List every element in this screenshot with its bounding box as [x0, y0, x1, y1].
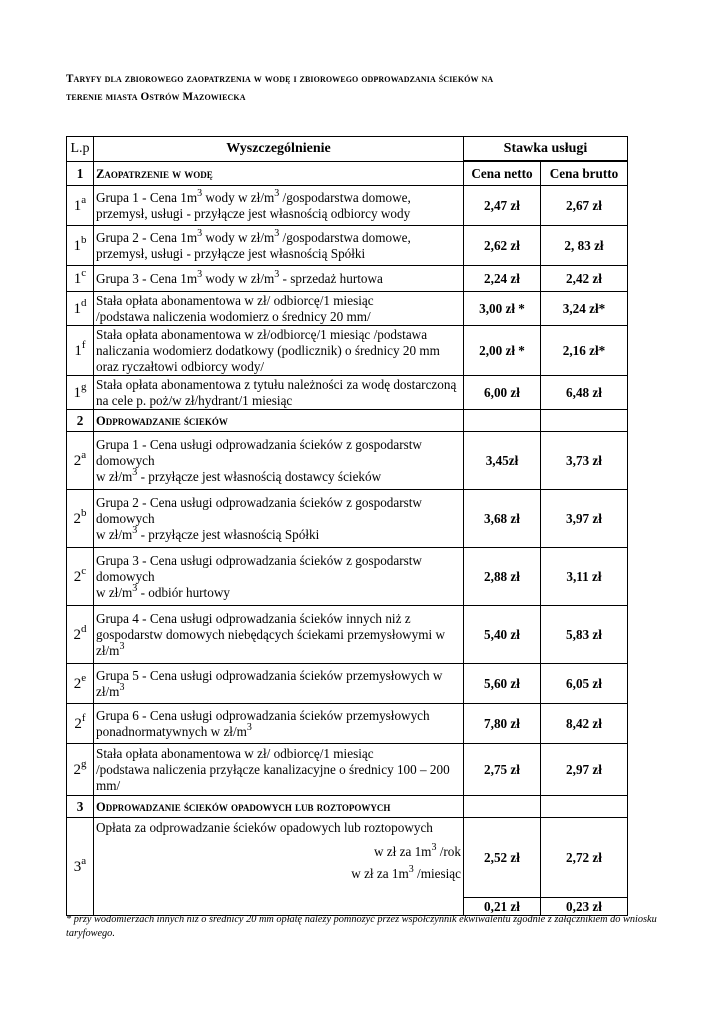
row-description: Grupa 1 - Cena usługi odprowadzania ścieków z gospodarstw domowych w $zł/m^3$ - przyłącze jest własnością dostawcy ścieków	[94, 432, 464, 490]
gross-price: 6,05 zł	[541, 664, 628, 704]
net-price: 3,68 zł	[464, 490, 541, 548]
gross-price: 5,83 zł	[541, 606, 628, 664]
section-label: Odprowadzanie ścieków	[94, 410, 464, 432]
row-description: Stała opłata abonamentowa w zł/ odbiorcę/1 miesiąc /podstawa naliczenia przyłącze kanalizacyjne o średnicy 100 – 200 mm/	[94, 744, 464, 796]
row-description: Grupa 2 - Cena $1m^3$ wody w $zł/m^3$ /gospodarstwa domowe, przemysł, usługi - przyłącze jest własnością Spółki	[94, 226, 464, 266]
gross-price: 3,73 zł	[541, 432, 628, 490]
header-lp: L.p	[67, 137, 94, 162]
section-label: Odprowadzanie ścieków opadowych lub roztopowych	[94, 796, 464, 818]
section-number: 2	[67, 410, 94, 432]
row-lp: 2$^b$	[67, 490, 94, 548]
net-price: 5,60 zł	[464, 664, 541, 704]
net-price: 7,80 zł	[464, 704, 541, 744]
row-description: Grupa 1 - Cena $1m^3$ wody w $zł/m^3$ /gospodarstwa domowe, przemysł, usługi - przyłącze jest własnością odbiorcy wody	[94, 186, 464, 226]
row-lp: 2$^f$	[67, 704, 94, 744]
gross-price: 2,72 zł	[541, 818, 628, 898]
row-description: Grupa 6 - Cena usługi odprowadzania ścieków przemysłowych ponadnormatywnych w $zł/m^3$	[94, 704, 464, 744]
net-price: 2,88 zł	[464, 548, 541, 606]
gross-price: 3,11 zł	[541, 548, 628, 606]
footnote: * przy wodomierzach innych niż o średnicy 20 mm opłatę należy pomnożyć przez współczynnik ekwiwalentu zgodnie z załącznikiem do wniosku taryfowego.	[66, 914, 657, 939]
row-description: Grupa 3 - Cena $1m^3$ wody w $zł/m^3$ - sprzedaż hurtowa	[94, 266, 464, 292]
net-price: 5,40 zł	[464, 606, 541, 664]
row-description: Stała opłata abonamentowa w zł/ odbiorcę/1 miesiąc /podstawa naliczenia wodomierz o średnicy 20 mm/	[94, 292, 464, 326]
table-row	[67, 376, 628, 410]
row-lp: 1$^g$	[67, 376, 94, 410]
tariff-table	[66, 136, 628, 916]
gross-price: 2,97 zł	[541, 744, 628, 796]
table-row	[67, 548, 628, 606]
gross-price-monthly: 0,23 zł	[541, 898, 628, 916]
table-row	[67, 606, 628, 664]
net-price: 3,00 zł *	[464, 292, 541, 326]
row-lp: 1$^d$	[67, 292, 94, 326]
gross-price: 2,16 zł*	[541, 326, 628, 376]
net-price: 2,24 zł	[464, 266, 541, 292]
table-row	[67, 266, 628, 292]
section-row	[67, 162, 628, 186]
gross-price: 3,24 zł*	[541, 292, 628, 326]
gross-price: 3,97 zł	[541, 490, 628, 548]
row-lp: 2$^g$	[67, 744, 94, 796]
net-price-monthly: 0,21 zł	[464, 898, 541, 916]
section-number: 3	[67, 796, 94, 818]
gross-price: 6,48 zł	[541, 376, 628, 410]
table-row	[67, 186, 628, 226]
row-description: Grupa 5 - Cena usługi odprowadzania ścieków przemysłowych w $zł/m^3$	[94, 664, 464, 704]
gross-price: 8,42 zł	[541, 704, 628, 744]
title-line-1: Taryfy dla zbiorowego zaopatrzenia w wodę i zbiorowego odprowadzania ścieków na	[66, 73, 494, 85]
row-lp: 1$^c$	[67, 266, 94, 292]
document-title	[66, 70, 666, 106]
row-description: Grupa 2 - Cena usługi odprowadzania ścieków z gospodarstw domowych w $zł/m^3$ - przyłącze jest własnością Spółki	[94, 490, 464, 548]
net-price: 6,00 zł	[464, 376, 541, 410]
net-price: 2,00 zł *	[464, 326, 541, 376]
table-row	[67, 326, 628, 376]
net-price: 2,62 zł	[464, 226, 541, 266]
header-rate: Stawka usługi	[464, 137, 628, 161]
header-description: Wyszczególnienie	[94, 137, 464, 162]
gross-price: 2,67 zł	[541, 186, 628, 226]
row-description: Stała opłata abonamentowa z tytułu należności za wodę dostarczoną na cele p. poż/w zł/hydrant/1 miesiąc	[94, 376, 464, 410]
table-row	[67, 744, 628, 796]
net-price: 3,45zł	[464, 432, 541, 490]
table-row	[67, 818, 628, 898]
row-lp: 2$^a$	[67, 432, 94, 490]
row-lp: 2e	[67, 664, 94, 704]
header-row	[67, 137, 628, 161]
net-price: 2,47 zł	[464, 186, 541, 226]
header-net: Cena netto	[464, 162, 541, 186]
net-price: 2,52 zł	[464, 818, 541, 898]
row-lp: 1$^b$	[67, 226, 94, 266]
section-label: Zaopatrzenie w wodę	[94, 162, 464, 186]
row-lp: 3$^a$	[67, 818, 94, 916]
row-lp: 1$^f$	[67, 326, 94, 376]
header-gross: Cena brutto	[541, 162, 628, 186]
table-row	[67, 664, 628, 704]
table-row	[67, 432, 628, 490]
table-row	[67, 490, 628, 548]
section-row	[67, 410, 628, 432]
table-row	[67, 704, 628, 744]
section-row	[67, 796, 628, 818]
title-line-2: terenie miasta Ostrów Mazowiecka	[66, 91, 246, 103]
row-description: Grupa 3 - Cena usługi odprowadzania ścieków z gospodarstw domowych w $zł/m^3$ - odbiór hurtowy	[94, 548, 464, 606]
row-description: Stała opłata abonamentowa w zł/odbiorcę/1 miesiąc /podstawa naliczania wodomierz dodatkowy (podlicznik) o średnicy 20 mm oraz ryczałtowi odbiorcy wody/	[94, 326, 464, 376]
row-description: Grupa 4 - Cena usługi odprowadzania ścieków innych niż z gospodarstw domowych niebędących ściekami przemysłowymi w $zł/m^3$	[94, 606, 464, 664]
section-number: 1	[67, 162, 94, 186]
row-lp: 2$^c$	[67, 548, 94, 606]
row-description: Opłata za odprowadzanie ścieków opadowych lub roztopowych w zł za $1m^3$ /rok w zł za $1m^3$ /miesiąc	[94, 818, 464, 916]
gross-price: 2, 83 zł	[541, 226, 628, 266]
row-lp: 1$^a$	[67, 186, 94, 226]
row-lp: 2$^d$	[67, 606, 94, 664]
net-price: 2,75 zł	[464, 744, 541, 796]
table-row	[67, 226, 628, 266]
gross-price: 2,42 zł	[541, 266, 628, 292]
table-row	[67, 292, 628, 326]
